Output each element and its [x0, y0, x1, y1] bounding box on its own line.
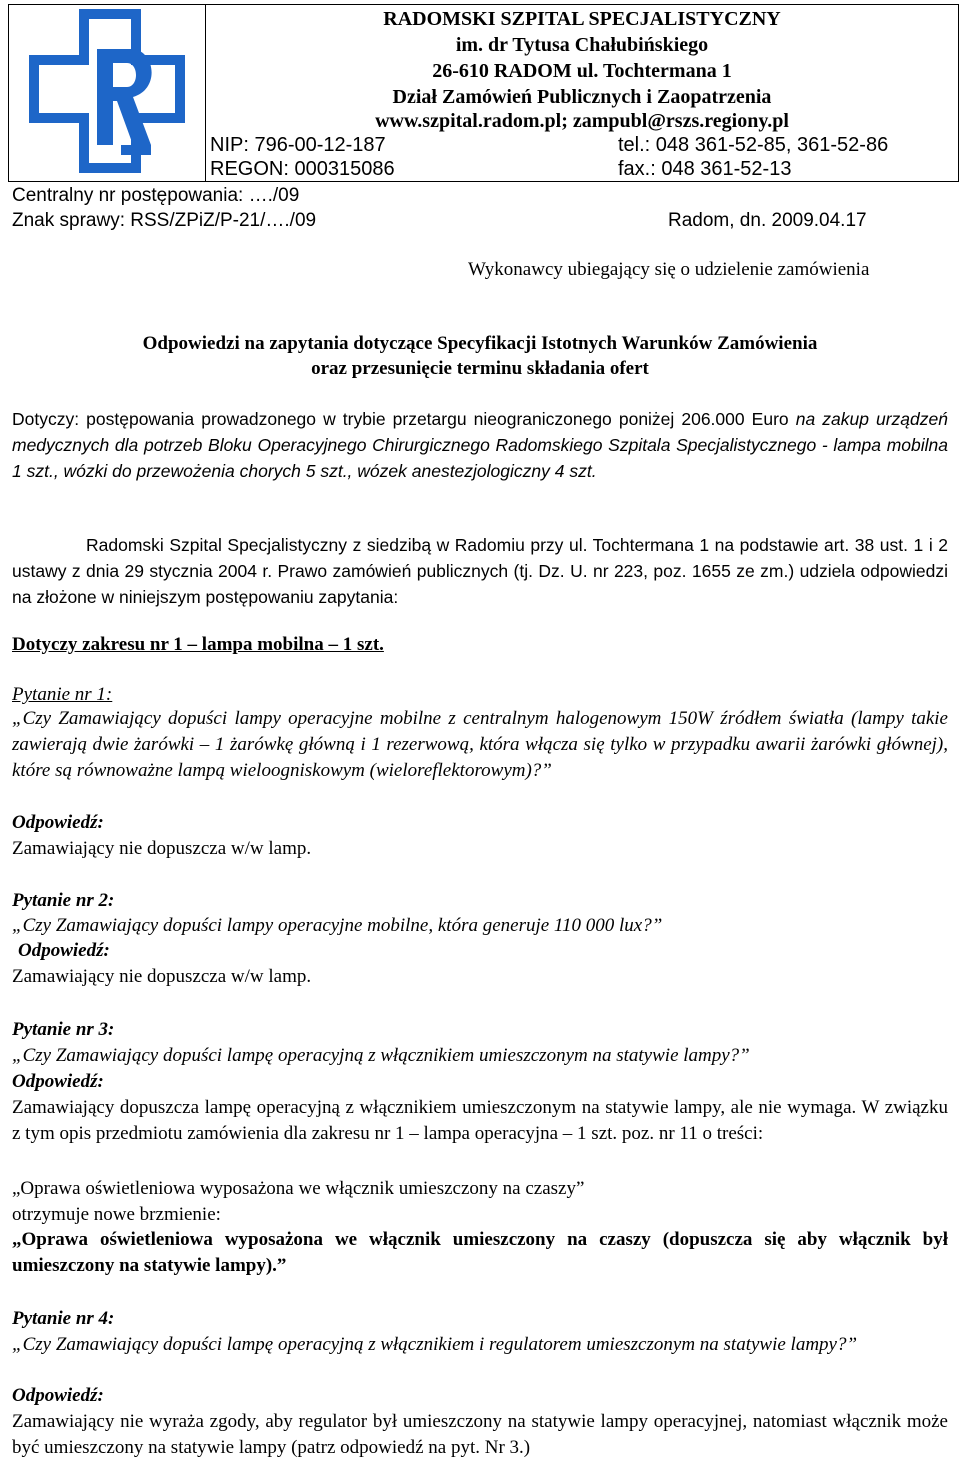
q3-answer: Zamawiający dopuszcza lampę operacyjną z włącznikiem umieszczonym na statywie lampy, ale nie wymaga. W związku z tym opis przedmiotu zamówienia dla zakresu nr 1 – lampa operacyjna – 1 szt. poz. nr 11 o treści: [12, 1097, 948, 1144]
concerns-paragraph [12, 406, 948, 484]
q1-question: „Czy Zamawiający dopuści lampy operacyjne mobilne z centralnym halogenowym 150W źródłem światła (lampy takie zawierają dwie żarówki – 1 żarówkę główną i 1 rezerwową, która włącza się tylko w przypadku awarii żarówki głównej), które są równoważne lampą wieloogniskowym (wieloreflektorowym)?” [12, 708, 948, 781]
q3-new-text: „Oprawa oświetleniowa wyposażona we włącznik umieszczony na czaszy (dopuszcza się aby włącznik był umieszczony na statywie lampy).” [12, 1229, 948, 1276]
org-department: Dział Zamówień Publicznych i Zaopatrzenia [392, 86, 772, 108]
q1-answer-label: Odpowiedź: [12, 812, 104, 833]
org-address: 26-610 RADOM ul. Tochtermana 1 [432, 60, 732, 82]
document-subtitle: oraz przesunięcie terminu składania ofert [311, 358, 649, 379]
org-nip: NIP: 796-00-12-187 [210, 134, 386, 156]
letterhead [8, 4, 958, 184]
q2-question: „Czy Zamawiający dopuści lampy operacyjne mobilne, która generuje 110 000 lux?” [12, 915, 663, 936]
logo-frame [8, 4, 206, 182]
org-web[interactable]: www.szpital.radom.pl; zampubl@rszs.regiony.pl [375, 110, 789, 132]
q2-answer-label: Odpowiedź: [18, 940, 110, 961]
q3-answer-label: Odpowiedź: [12, 1071, 104, 1092]
org-regon: REGON: 000315086 [210, 158, 395, 180]
intro-paragraph: Radomski Szpital Specjalistyczny z siedzibą w Radomiu przy ul. Tochtermana 1 na podstawie art. 38 ust. 1 i 2 ustawy z dnia 29 stycznia 2004 r. Prawo zamówień publicznych (tj. Dz. U. nr 223, poz. 1655 ze zm.) udziela odpowiedzi na złożone w niniejszym postępowaniu zapytania: [12, 535, 948, 607]
q3-label: Pytanie nr 3: [12, 1019, 115, 1040]
q3-old-text: „Oprawa oświetleniowa wyposażona we włącznik umieszczony na czaszy” [12, 1178, 585, 1199]
scope-heading: Dotyczy zakresu nr 1 – lampa mobilna – 1 szt. [12, 634, 384, 655]
document-title: Odpowiedzi na zapytania dotyczące Specyfikacji Istotnych Warunków Zamówienia [142, 333, 818, 354]
document-date: Radom, dn. 2009.04.17 [668, 210, 867, 231]
q4-label: Pytanie nr 4: [12, 1308, 115, 1329]
org-name: RADOMSKI SZPITAL SPECJALISTYCZNY [383, 8, 781, 30]
recipient: Wykonawcy ubiegający się o udzielenie zamówienia [468, 259, 870, 280]
q2-label: Pytanie nr 2: [12, 890, 115, 911]
q3-question: „Czy Zamawiający dopuści lampę operacyjną z włącznikiem umieszczonym na statywie lampy?” [12, 1045, 750, 1066]
org-patron: im. dr Tytusa Chałubińskiego [455, 34, 709, 56]
org-fax: fax.: 048 361-52-13 [618, 158, 792, 180]
hospital-cross-logo-icon [9, 5, 205, 181]
q4-question: „Czy Zamawiający dopuści lampę operacyjną z włącznikiem i regulatorem umieszczonym na statywie lampy?” [12, 1334, 858, 1355]
letterhead-info [206, 4, 959, 182]
q4-answer: Zamawiający nie wyraża zgody, aby regulator był umieszczony na statywie lampy operacyjnej, natomiast włącznik może być umieszczony na statywie lampy (patrz odpowiedź na pyt. Nr 3.) [12, 1411, 948, 1458]
concerns-lead: Dotyczy: postępowania prowadzonego w trybie przetargu nieograniczonego poniżej 206.000 Euro [12, 409, 796, 429]
case-number: Znak sprawy: RSS/ZPiZ/P-21/…./09 [12, 210, 317, 231]
central-number: Centralny nr postępowania: …./09 [12, 185, 300, 206]
q2-answer: Zamawiający nie dopuszcza w/w lamp. [12, 966, 312, 987]
org-tel: tel.: 048 361-52-85, 361-52-86 [618, 134, 889, 156]
q4-answer-label: Odpowiedź: [12, 1385, 104, 1406]
q1-answer: Zamawiający nie dopuszcza w/w lamp. [12, 838, 312, 859]
concerns-subject: na zakup urządzeń medycznych dla potrzeb Bloku Operacyjnego Chirurgicznego Radomskiego Szpitala Specjalistycznego - lampa mobilna 1 szt., wózki do przewożenia chorych 5 szt., wózek anestezjologiczny 4 szt. [12, 409, 948, 481]
q3-new-label: otrzymuje nowe brzmienie: [12, 1204, 221, 1225]
q1-label: Pytanie nr 1: [12, 684, 113, 705]
